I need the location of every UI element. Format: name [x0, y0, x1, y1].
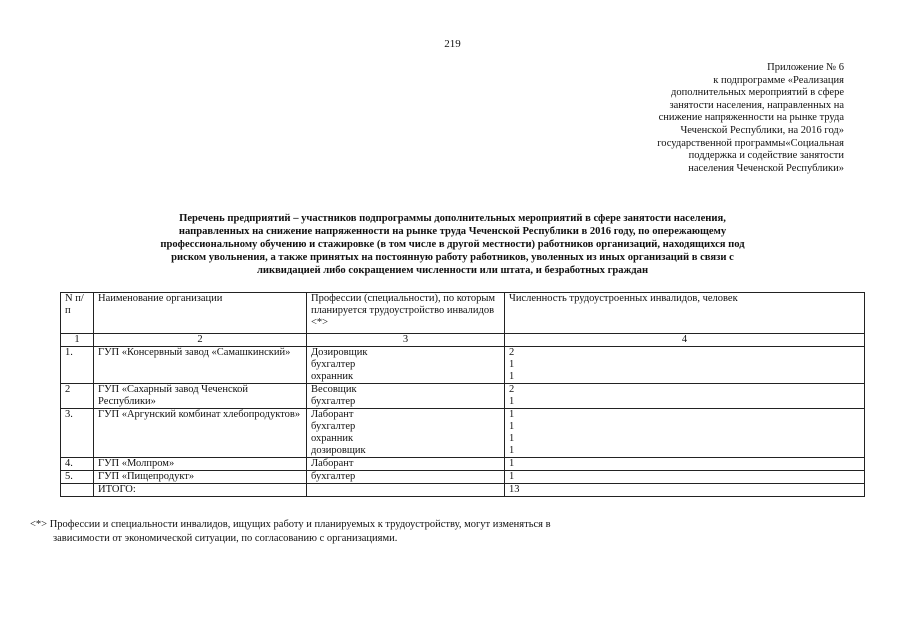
table-row [61, 409, 865, 458]
appendix-note [584, 62, 844, 175]
title-line: риском увольнения, а также принятых на постоянную работу работников, уволенных из иных организаций в связи с [171, 252, 734, 263]
header-number: N п/п [61, 293, 94, 334]
count-cell [505, 347, 865, 384]
professions-cell [307, 471, 505, 484]
table-row [61, 347, 865, 384]
profession: бухгалтер [311, 471, 356, 482]
profession: Лаборант [311, 409, 354, 420]
organization-name: ГУП «Молпром» [94, 458, 307, 471]
title-line: профессиональному обучению и стажировке (в том числе в другой местности) работников организаций, находящихся под [160, 239, 745, 250]
table-row [61, 384, 865, 409]
professions-cell [307, 384, 505, 409]
title-line: ликвидацией либо сокращением численности или штата, и безработных граждан [256, 265, 649, 276]
organization-name: ГУП «Консервный завод «Самашкинский» [94, 347, 307, 384]
row-number: 4. [61, 458, 94, 471]
count-value: 1 [509, 471, 515, 482]
count-value: 1 [509, 458, 515, 469]
count-value: 2 [509, 347, 515, 358]
profession: охранник [311, 371, 354, 382]
enterprises-table [60, 292, 865, 497]
column-number: 2 [94, 334, 307, 347]
profession: бухгалтер [311, 359, 356, 370]
row-number: 2 [61, 384, 94, 409]
count-value: 1 [509, 421, 515, 432]
table-header-row [61, 293, 865, 334]
profession: охранник [311, 433, 354, 444]
column-number: 1 [61, 334, 94, 347]
appendix-line: Чеченской Республики, на 2016 год» [680, 124, 844, 136]
column-number: 3 [307, 334, 505, 347]
header-organization: Наименование организации [94, 293, 307, 334]
appendix-line: поддержка и содействие занятости [688, 150, 844, 162]
row-number: 1. [61, 347, 94, 384]
profession: бухгалтер [311, 396, 356, 407]
footnote-line: <*> Профессии и специальности инвалидов, ищущих работу и планируемых к трудоустройству, могут изменяться в [30, 519, 551, 530]
footnote [30, 518, 710, 545]
professions-cell [307, 458, 505, 471]
row-number: 3. [61, 409, 94, 458]
count-value: 1 [509, 371, 515, 382]
appendix-line: государственной программы«Социальная [657, 137, 844, 149]
count-value: 2 [509, 384, 515, 395]
profession: дозировщик [311, 445, 366, 456]
appendix-line: Приложение № 6 [767, 62, 844, 73]
row-number: 5. [61, 471, 94, 484]
organization-name: ГУП «Пищепродукт» [94, 471, 307, 484]
professions-cell [307, 347, 505, 384]
total-row [61, 484, 865, 497]
count-value: 1 [509, 409, 515, 420]
appendix-line: дополнительных мероприятий в сфере [671, 87, 844, 99]
profession: Весовщик [311, 384, 357, 395]
count-value: 1 [509, 433, 515, 444]
count-cell [505, 471, 865, 484]
count-value: 1 [509, 359, 515, 370]
page-number: 219 [444, 38, 461, 50]
total-value: 13 [505, 484, 865, 497]
total-number-empty [61, 484, 94, 497]
header-professions: Профессии (специальности), по которым планируется трудоустройство инвалидов <*> [307, 293, 505, 334]
count-cell [505, 384, 865, 409]
total-professions-empty [307, 484, 505, 497]
table-row [61, 471, 865, 484]
organization-name: ГУП «Сахарный завод Чеченской Республики» [94, 384, 307, 409]
appendix-line: занятости населения, направленных на [669, 99, 844, 111]
column-numbers-row [61, 334, 865, 347]
total-label: ИТОГО: [94, 484, 307, 497]
appendix-line: населения Чеченской Республики» [688, 162, 844, 174]
column-number: 4 [505, 334, 865, 347]
document-title [40, 212, 865, 277]
header-count: Численность трудоустроенных инвалидов, человек [505, 293, 865, 334]
professions-cell [307, 409, 505, 458]
appendix-line: к подпрограмме «Реализация [713, 74, 844, 86]
profession: Дозировщик [311, 347, 368, 358]
count-cell [505, 409, 865, 458]
footnote-line: зависимости от экономической ситуации, по согласованию с организациями. [53, 532, 398, 544]
count-cell [505, 458, 865, 471]
profession: бухгалтер [311, 421, 356, 432]
count-value: 1 [509, 445, 515, 456]
table-row [61, 458, 865, 471]
profession: Лаборант [311, 458, 354, 469]
title-line: Перечень предприятий – участников подпрограммы дополнительных мероприятий в сфере занятости населения, [179, 213, 726, 224]
appendix-line: снижение напряженности на рынке труда [658, 112, 844, 124]
organization-name: ГУП «Аргунский комбинат хлебопродуктов» [94, 409, 307, 458]
count-value: 1 [509, 396, 515, 407]
title-line: направленных на снижение напряженности на рынке труда Чеченской Республики в 2016 году, по опережающему [178, 226, 727, 237]
